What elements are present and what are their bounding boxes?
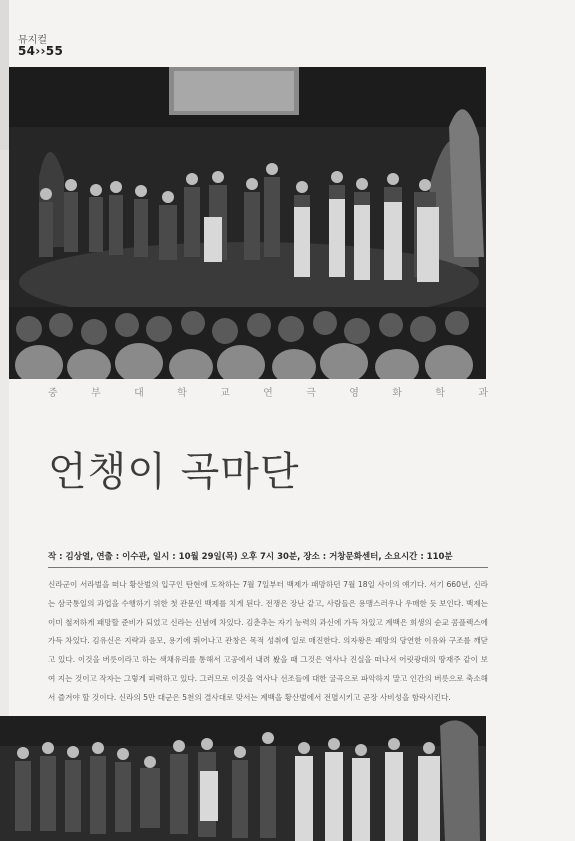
department-char: 학 (435, 388, 445, 399)
department-char: 학 (177, 388, 187, 399)
synopsis-text: 신라군이 서라벌을 떠나 황산벌의 입구인 탄현에 도착하는 7월 7일부터 백제가 패망하던 7월 18일 사이의 얘기다. 서기 660년, 신라는 삼국통일의 과업을 수행하기 위한 첫 관문인 백제를 치게 된다. 전쟁은 장난 같고, 사람들은 용맹스러우나 우매한 듯 보인다. 백제는 이미 철저하게 패망할 준비가 되었고 신라는 신념에 차있다. 김춘추는 자기 능력의 과신에 가득 차있고 계백은 희생의 순교 콤플렉스에 가득 차있다. 김유신은 지략과 음모, 용기에 뛰어나고 관창은 목적 성취에 일로 매진한다. 의자왕은 패망의 당연한 이유와 구조를 깨닫고 있다. 이것을 버릇이라고 하는 색채유리를 통해서 고공에서 내려 봤을 때 그것은 역사나 진실을 떠나서 어릿광대의 땅재주 같이 보여 지는 것이고 작자는 그렇게 피력하고 있다. 그러므로 이것을 역사나 선조들에 대한 굴곡으로 파악하지 말고 인간의 버릇으로 축소해서 즐겨야 할 것이다. 신라의 5만 대군은 5천의 결사대로 맞서는 계백을 황산벌에서 전멸시키고 곧장 사비성을 함락시킨다. (48, 580, 488, 702)
cast-bow-photo (0, 716, 486, 841)
curtain-call-photo (9, 67, 486, 379)
section-label: 뮤지컬 (18, 35, 47, 46)
page-gutter (0, 0, 9, 841)
gutter-shade (0, 0, 9, 150)
play-title: 언챙이 곡마단 (48, 449, 300, 495)
department-char: 부 (91, 388, 101, 399)
department-char: 화 (392, 388, 402, 399)
department-char: 영 (349, 388, 359, 399)
page-numbers: 54››55 (18, 44, 64, 58)
department-char: 과 (478, 388, 488, 399)
department-char: 대 (134, 388, 144, 399)
production-credits: 작 : 김상열, 연출 : 이수관, 일시 : 10월 29일(목) 오후 7시 30분, 장소 : 거창문화센터, 소요시간 : 110분 (48, 552, 453, 562)
gutter-shade (0, 150, 9, 280)
department-char: 극 (306, 388, 316, 399)
department-char: 교 (220, 388, 230, 399)
divider (48, 567, 488, 568)
department-char: 연 (263, 388, 273, 399)
department-char: 중 (48, 388, 58, 399)
department-name (48, 384, 488, 398)
